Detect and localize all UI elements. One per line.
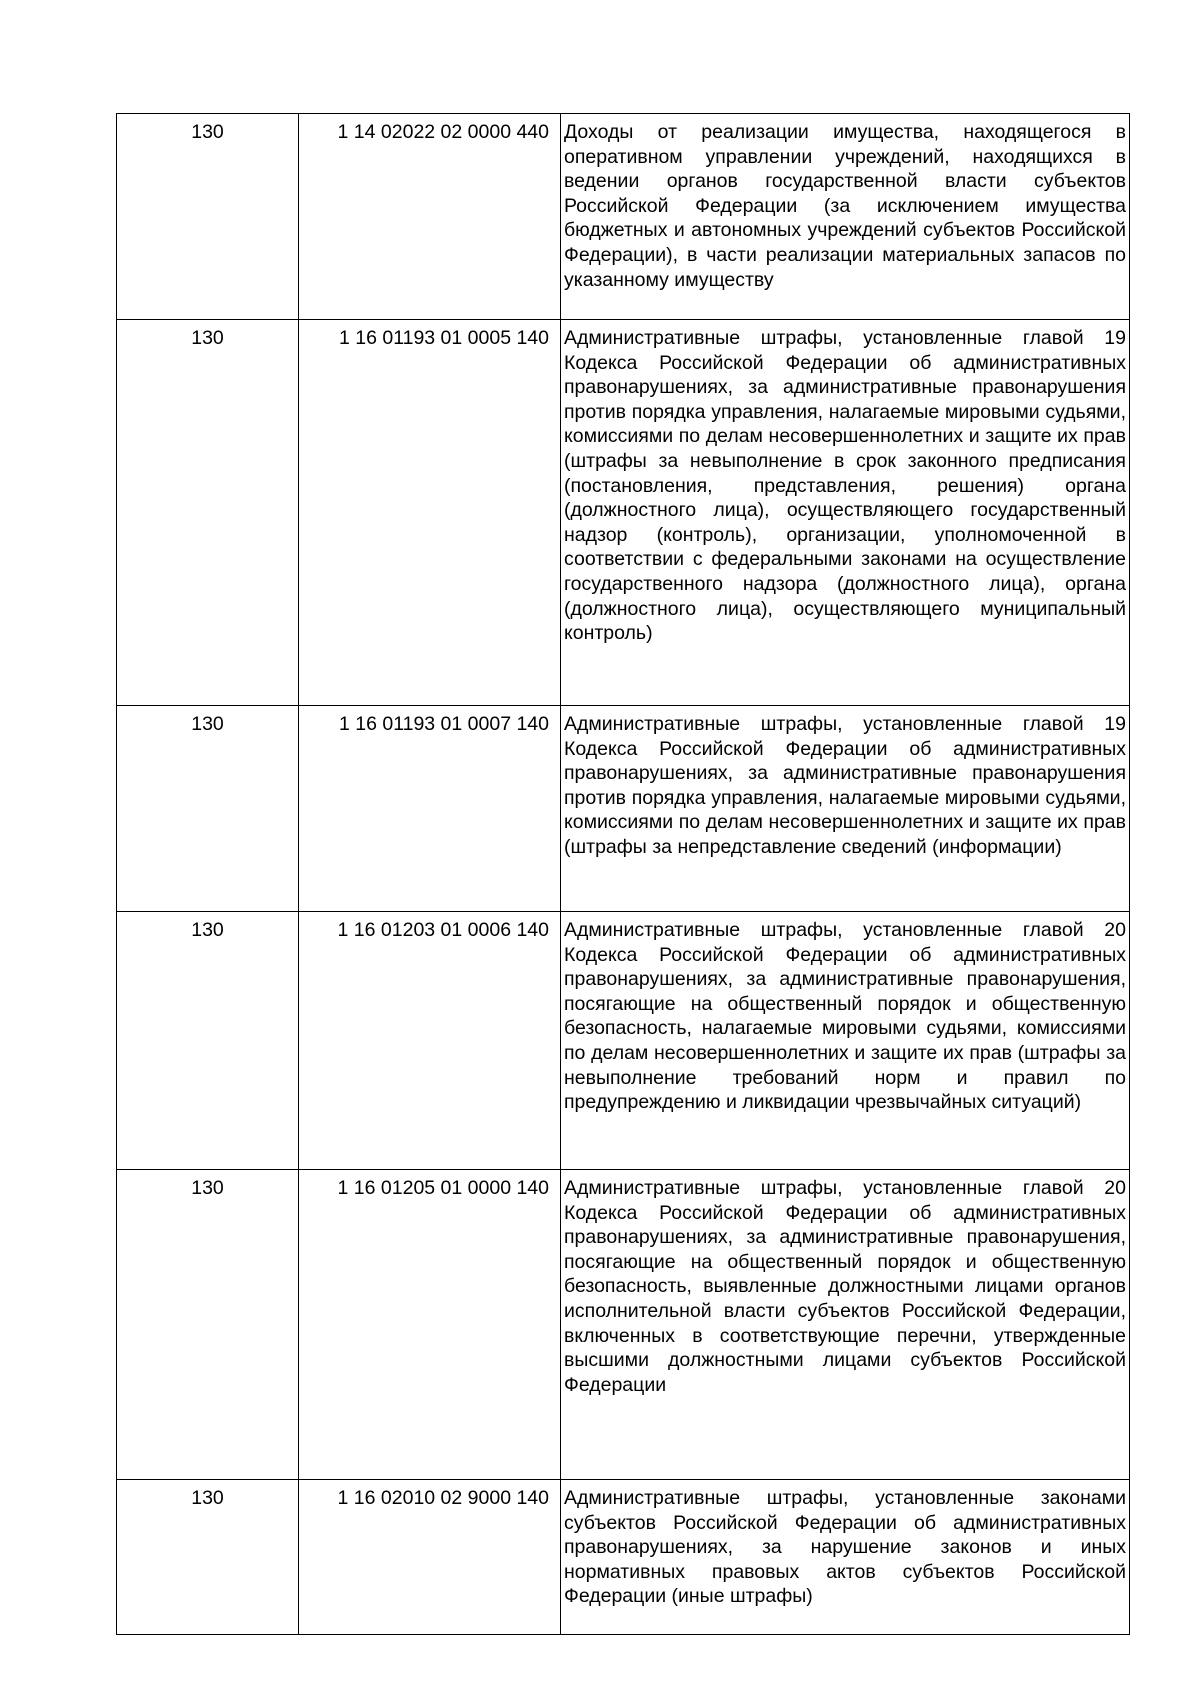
admin-code-cell: 130 (117, 320, 299, 706)
description-cell: Доходы от реализации имущества, находящегося в оперативном управлении учреждений, находящихся в ведении органов государственной власти субъектов Российской Федерации (за исключением имущества бюджетных и автономных учреждений субъектов Российской Федерации), в части реализации материальных запасов по указанному имуществу (561, 114, 1130, 320)
admin-code-cell: 130 (117, 1170, 299, 1480)
table-row (117, 114, 1130, 320)
description-cell: Административные штрафы, установленные главой 19 Кодекса Российской Федерации об административных правонарушениях, за административные правонарушения против порядка управления, налагаемые мировыми судьями, комиссиями по делам несовершеннолетних и защите их прав (штрафы за невыполнение в срок законного предписания (постановления, представления, решения) органа (должностного лица), осуществляющего государственный надзор (контроль), организации, уполномоченной в соответствии с федеральными законами на осуществление государственного надзора (должностного лица), органа (должностного лица), осуществляющего муниципальный контроль) (561, 320, 1130, 706)
kbk-code-cell: 1 16 01205 01 0000 140 (299, 1170, 561, 1480)
admin-code-cell: 130 (117, 912, 299, 1170)
description-cell: Административные штрафы, установленные главой 20 Кодекса Российской Федерации об административных правонарушениях, за административные правонарушения, посягающие на общественный порядок и общественную безопасность, налагаемые мировыми судьями, комиссиями по делам несовершеннолетних и защите их прав (штрафы за невыполнение требований норм и правил по предупреждению и ликвидации чрезвычайных ситуаций) (561, 912, 1130, 1170)
table-row (117, 1480, 1130, 1635)
kbk-code-cell: 1 16 01203 01 0006 140 (299, 912, 561, 1170)
table-row (117, 706, 1130, 912)
description-cell: Административные штрафы, установленные главой 20 Кодекса Российской Федерации об административных правонарушениях, за административные правонарушения, посягающие на общественный порядок и общественную безопасность, выявленные должностными лицами органов исполнительной власти субъектов Российской Федерации, включенных в соответствующие перечни, утвержденные высшими должностными лицами субъектов Российской Федерации (561, 1170, 1130, 1480)
table-row (117, 320, 1130, 706)
admin-code-cell: 130 (117, 114, 299, 320)
table-row (117, 912, 1130, 1170)
kbk-code-cell: 1 16 01193 01 0007 140 (299, 706, 561, 912)
admin-code-cell: 130 (117, 706, 299, 912)
description-cell: Административные штрафы, установленные главой 19 Кодекса Российской Федерации об административных правонарушениях, за административные правонарушения против порядка управления, налагаемые мировыми судьями, комиссиями по делам несовершеннолетних и защите их прав (штрафы за непредставление сведений (информации) (561, 706, 1130, 912)
income-codes-table (116, 113, 1130, 1635)
description-cell: Административные штрафы, установленные законами субъектов Российской Федерации об административных правонарушениях, за нарушение законов и иных нормативных правовых актов субъектов Российской Федерации (иные штрафы) (561, 1480, 1130, 1635)
kbk-code-cell: 1 14 02022 02 0000 440 (299, 114, 561, 320)
kbk-code-cell: 1 16 01193 01 0005 140 (299, 320, 561, 706)
admin-code-cell: 130 (117, 1480, 299, 1635)
table-row (117, 1170, 1130, 1480)
kbk-code-cell: 1 16 02010 02 9000 140 (299, 1480, 561, 1635)
